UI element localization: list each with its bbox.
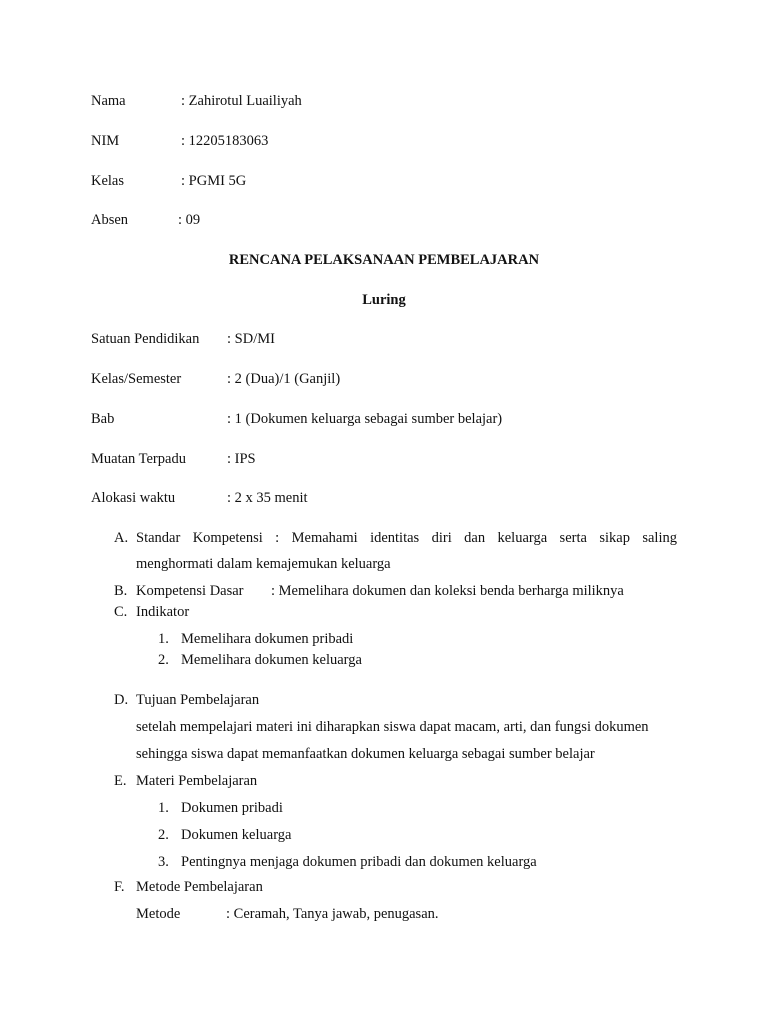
identity-label-absen: Absen xyxy=(91,212,129,228)
info-label-muatan: Muatan Terpadu xyxy=(91,451,186,467)
section-e-letter: E. xyxy=(114,773,127,789)
section-d-letter: D. xyxy=(114,692,129,708)
info-value-satuan: : SD/MI xyxy=(227,331,275,347)
identity-value-absen: : 09 xyxy=(178,212,201,228)
section-b-letter: B. xyxy=(114,583,128,599)
section-b-label: Kompetensi Dasar xyxy=(136,583,244,599)
section-c-label: Indikator xyxy=(136,604,190,620)
section-c-letter: C. xyxy=(114,604,128,620)
section-d-line1: setelah mempelajari materi ini diharapkan siswa dapat macam, arti, dan fungsi dokumen xyxy=(136,719,649,735)
list-number: 2. xyxy=(158,652,169,668)
document-title: RENCANA PELAKSANAAN PEMBELAJARAN xyxy=(228,252,540,268)
info-label-alokasi: Alokasi waktu xyxy=(91,490,176,506)
info-value-muatan: : IPS xyxy=(227,451,256,467)
list-number: 2. xyxy=(158,827,169,843)
identity-value-nama: : Zahirotul Luailiyah xyxy=(181,93,302,109)
list-number: 3. xyxy=(158,854,169,870)
info-label-satuan: Satuan Pendidikan xyxy=(91,331,200,347)
section-f-method-label: Metode xyxy=(136,906,181,922)
identity-label-kelas: Kelas xyxy=(91,173,125,189)
identity-value-kelas: : PGMI 5G xyxy=(181,173,247,189)
section-c-item-1: Memelihara dokumen pribadi xyxy=(181,631,354,647)
info-value-kelas-semester: : 2 (Dua)/1 (Ganjil) xyxy=(227,371,341,387)
info-label-kelas-semester: Kelas/Semester xyxy=(91,371,182,387)
info-value-alokasi: : 2 x 35 menit xyxy=(227,490,308,506)
section-d-label: Tujuan Pembelajaran xyxy=(136,692,260,708)
identity-value-nim: : 12205183063 xyxy=(181,133,269,149)
section-e-item-2: Dokumen keluarga xyxy=(181,827,292,843)
section-d-line2: sehingga siswa dapat memanfaatkan dokumen keluarga sebagai sumber belajar xyxy=(136,746,595,762)
section-f-letter: F. xyxy=(114,879,125,895)
section-a-text-line1: Standar Kompetensi : Memahami identitas diri dan keluarga serta sikap saling xyxy=(136,530,677,546)
section-e-item-3: Pentingnya menjaga dokumen pribadi dan dokumen keluarga xyxy=(181,854,537,870)
identity-label-nim: NIM xyxy=(91,133,120,149)
list-number: 1. xyxy=(158,631,169,647)
section-e-item-1: Dokumen pribadi xyxy=(181,800,283,816)
document-subtitle: Luring xyxy=(362,292,406,308)
info-value-bab: : 1 (Dokumen keluarga sebagai sumber belajar) xyxy=(227,411,503,427)
identity-label-nama: Nama xyxy=(91,93,126,109)
section-f-label: Metode Pembelajaran xyxy=(136,879,263,895)
section-b-value: : Memelihara dokumen dan koleksi benda berharga miliknya xyxy=(271,583,624,599)
section-a-letter: A. xyxy=(114,530,129,546)
section-e-label: Materi Pembelajaran xyxy=(136,773,258,789)
section-c-item-2: Memelihara dokumen keluarga xyxy=(181,652,362,668)
section-f-method-value: : Ceramah, Tanya jawab, penugasan. xyxy=(226,906,439,922)
list-number: 1. xyxy=(158,800,169,816)
info-label-bab: Bab xyxy=(91,411,115,427)
section-a-text-line2: menghormati dalam kemajemukan keluarga xyxy=(136,556,391,572)
